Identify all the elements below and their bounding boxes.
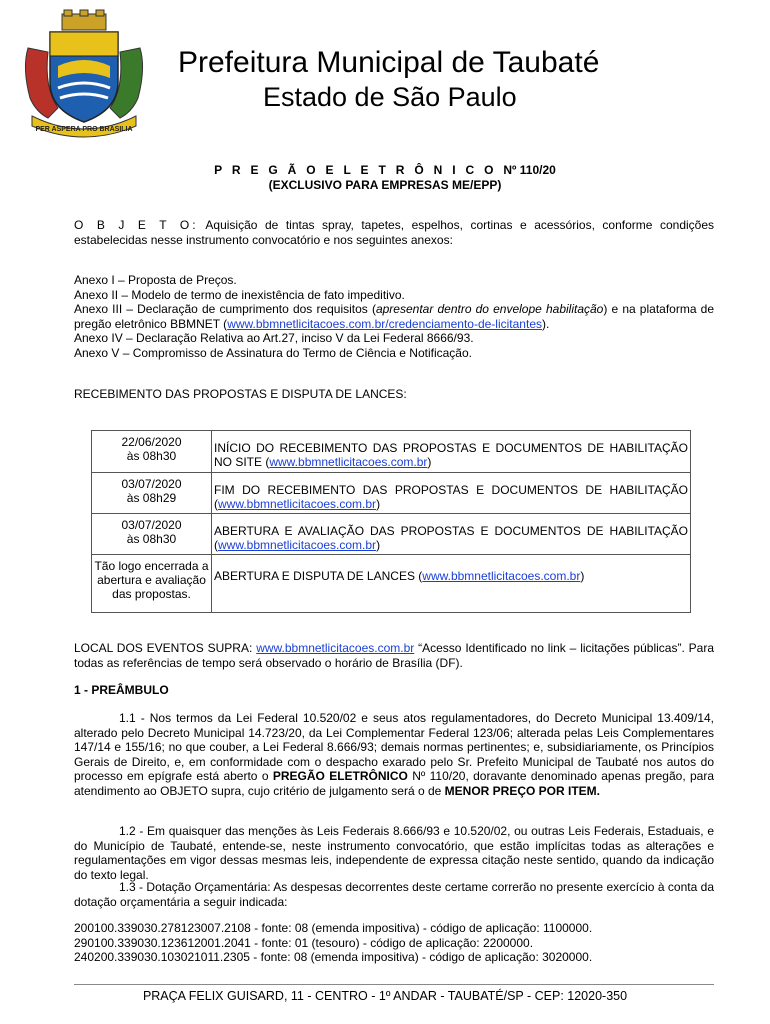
footer-divider bbox=[74, 984, 714, 985]
table-row bbox=[92, 555, 691, 613]
bbmnet-link[interactable]: www.bbmnetlicitacoes.com.br bbox=[269, 455, 428, 469]
dotacao-list bbox=[74, 921, 714, 965]
header-subtitle: Estado de São Paulo bbox=[263, 82, 517, 112]
anexos-list bbox=[74, 273, 714, 360]
anexo-item: Anexo IV – Declaração Relativa ao Art.27, inciso V da Lei Federal 8666/93. bbox=[74, 331, 474, 345]
header-title: Prefeitura Municipal de Taubaté bbox=[178, 46, 600, 79]
recebimento-heading: RECEBIMENTO DAS PROPOSTAS E DISPUTA DE LANCES: bbox=[74, 387, 407, 401]
bbmnet-link[interactable]: www.bbmnetlicitacoes.com.br bbox=[256, 641, 415, 655]
local-paragraph: LOCAL DOS EVENTOS SUPRA: www.bbmnetlicitacoes.com.br “Acesso Identificado no link – licitações públicas”. Para todas as referências de tempo será observado o horário de Brasília (DF). bbox=[74, 641, 714, 670]
dotacao-item: 290100.339030.123612001.2041 - fonte: 01 (tesouro) - código de aplicação: 2200000. bbox=[74, 935, 534, 950]
document-title: P R E G Ã O E L E T R Ô N I C O Nº 110/20 bbox=[214, 163, 556, 177]
schedule-desc: FIM DO RECEBIMENTO DAS PROPOSTAS E DOCUMENTOS DE HABILITAÇÃO (www.bbmnetlicitacoes.com.br) bbox=[212, 473, 691, 514]
document-subtitle: (EXCLUSIVO PARA EMPRESAS ME/EPP) bbox=[268, 178, 502, 192]
schedule-date: 03/07/2020 às 08h30 bbox=[92, 514, 212, 555]
footer-address: PRAÇA FELIX GUISARD, 11 - CENTRO - 1º ANDAR - TAUBATÉ/SP - CEP: 12020-350 bbox=[142, 989, 628, 1003]
anexo-item: Anexo II – Modelo de termo de inexistência de fato impeditivo. bbox=[74, 287, 405, 302]
bbmnet-link[interactable]: www.bbmnetlicitacoes.com.br bbox=[218, 538, 377, 552]
schedule-desc: ABERTURA E DISPUTA DE LANCES (www.bbmnetlicitacoes.com.br) bbox=[212, 555, 691, 613]
crest-motto: PER ASPERA PRO BRASILIA bbox=[35, 126, 133, 133]
table-row bbox=[92, 514, 691, 555]
bbmnet-link[interactable]: www.bbmnetlicitacoes.com.br bbox=[422, 569, 581, 583]
schedule-table bbox=[91, 430, 691, 613]
schedule-date: 22/06/2020 às 08h30 bbox=[92, 431, 212, 473]
municipal-crest-logo bbox=[18, 8, 150, 140]
schedule-date: Tão logo encerrada a abertura e avaliação das propostas. bbox=[92, 555, 212, 613]
objeto-paragraph bbox=[74, 218, 714, 247]
dotacao-item: 240200.339030.103021011.2305 - fonte: 08 (emenda impositiva) - código de aplicação: 3020000. bbox=[74, 950, 593, 964]
preambulo-paragraph-2: 1.2 - Em quaisquer das menções às Leis Federais 8.666/93 e 10.520/02, ou outras Leis Federais, Estaduais, e do Município de Taubaté, entende-se, neste instrumento convocatório, que estão implícitas todas as alterações e regulamentações em vigor dessas mesmas leis, independente de expressa citação neste sentido, quando da indicação do texto legal. bbox=[74, 824, 714, 882]
anexo-item: Anexo I – Proposta de Preços. bbox=[74, 273, 237, 287]
table-row bbox=[92, 473, 691, 514]
anexo-item: Anexo V – Compromisso de Assinatura do Termo de Ciência e Notificação. bbox=[74, 345, 472, 360]
schedule-date: 03/07/2020 às 08h29 bbox=[92, 473, 212, 514]
table-row bbox=[92, 431, 691, 473]
objeto-label: O B J E T O: bbox=[74, 218, 199, 232]
preambulo-heading: 1 - PREÂMBULO bbox=[74, 683, 169, 697]
preambulo-paragraph-3: 1.3 - Dotação Orçamentária: As despesas decorrentes deste certame correrão no presente exercício à conta da dotação orçamentária a seguir indicada: bbox=[74, 880, 714, 909]
dotacao-item: 200100.339030.278123007.2108 - fonte: 08 (emenda impositiva) - código de aplicação: 1100000. bbox=[74, 921, 593, 935]
schedule-desc: ABERTURA E AVALIAÇÃO DAS PROPOSTAS E DOCUMENTOS DE HABILITAÇÃO (www.bbmnetlicitacoes.com.br) bbox=[212, 514, 691, 555]
preambulo-paragraph-1: 1.1 - Nos termos da Lei Federal 10.520/02 e seus atos regulamentadores, do Decreto Municipal 13.409/14, alterado pelo Decreto Municipal 14.723/20, da Lei Complementar Federal 123/06; alterada pelas Leis Complementares 147/14 e 155/16; no que couber, a Lei Federal 8.666/93; demais normas pertinentes; e, subsidiariamente, os Princípios Gerais de Direito, e, em conformidade com o despacho exarado pelo Sr. Prefeito Municipal de Taubaté nos autos do processo em epígrafe está aberto o PREGÃO ELETRÔNICO Nº 110/20, doravante denominado apenas pregão, para atendimento ao OBJETO supra, cujo critério de julgamento será o de MENOR PREÇO POR ITEM. bbox=[74, 711, 715, 798]
schedule-desc: INÍCIO DO RECEBIMENTO DAS PROPOSTAS E DOCUMENTOS DE HABILITAÇÃO NO SITE (www.bbmnetlicitacoes.com.br) bbox=[212, 431, 691, 473]
objeto-text: Aquisição de tintas spray, tapetes, espelhos, cortinas e acessórios, conforme condições estabelecidas nesse instrumento convocatório e nos seguintes anexos: bbox=[74, 218, 715, 247]
bbmnet-link[interactable]: www.bbmnetlicitacoes.com.br bbox=[218, 497, 377, 511]
credenciamento-link[interactable]: www.bbmnetlicitacoes.com.br/credenciamento-de-licitantes bbox=[227, 316, 542, 331]
anexo-item: Anexo III – Declaração de cumprimento dos requisitos (apresentar dentro do envelope habilitação) e na plataforma de pregão eletrônico BBMNET (www.bbmnetlicitacoes.com.br/credenciamento-de-licitantes). bbox=[74, 302, 714, 331]
